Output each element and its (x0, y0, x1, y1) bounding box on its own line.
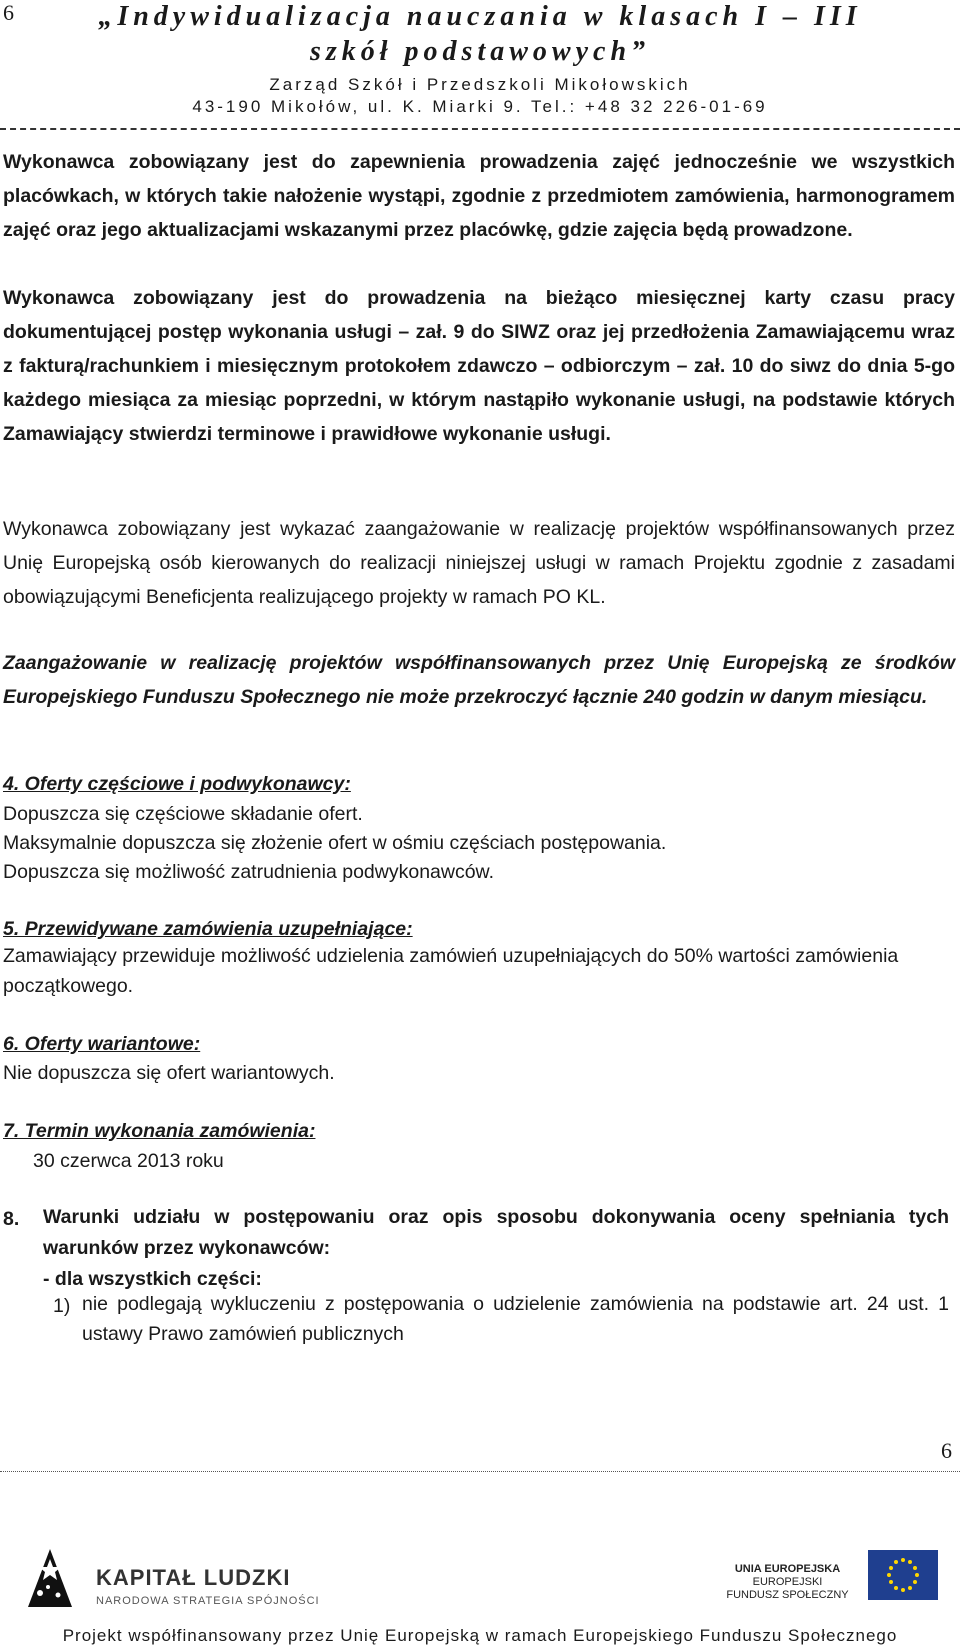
header-title-line2: szkół podstawowych” (309, 36, 651, 67)
section-5-text: Zamawiający przewiduje możliwość udzielenia zamówień uzupełniających do 50% wartości zamówienia początkowego. (3, 945, 899, 997)
section-8-item1-text: nie podlegają wykluczeniu z postępowania o udzielenie zamówienia na podstawie art. 24 ust. 1 ustawy Prawo zamówień publicznych (82, 1293, 949, 1345)
paragraph-engagement-limit: Zaangażowanie w realizację projektów współfinansowanych przez Unię Europejską ze środków Europejskiego Funduszu Społecznego nie może przekroczyć łącznie 240 godzin w danym miesiącu. (3, 652, 955, 708)
paragraph-eu-engagement: Wykonawca zobowiązany jest wykazać zaangażowanie w realizację projektów współfinansowanych przez Unię Europejską osób kierowanych do realizacji niniejszej usługi w ramach Projektu zgodnie z zasadami obowiązującymi Beneficjenta realizującego projekty w ramach PO KL. (3, 518, 955, 608)
eu-line1: UNIA EUROPEJSKA (734, 1563, 841, 1575)
eu-line3: FUNDUSZ SPOŁECZNY (726, 1589, 849, 1601)
paragraph-time-card-obligation: Wykonawca zobowiązany jest do prowadzenia na bieżąco miesięcznej karty czasu pracy dokumentującej postęp wykonania usługi – zał. 9 do SIWZ oraz jej przedłożenia Zamawiającemu wraz z fakturą/rachunkiem i miesięcznym protokołem zdawczo – odbiorczym – zał. 10 do siwz do dnia 5-go każdego miesiąca za miesiąc poprzedni, w którym nastąpiło wykonanie usługi, na podstawie których Zamawiający stwierdzi terminowe i prawidłowe wykonanie usługi. (3, 287, 955, 445)
kapital-ludzki-title: KAPITAŁ LUDZKI (96, 1565, 291, 1590)
section-5-heading: 5. Przewidywane zamówienia uzupełniające: (3, 918, 413, 940)
header-org-name: Zarząd Szkół i Przedszkoli Mikołowskich (269, 75, 691, 94)
page-number-bottom: 6 (941, 1438, 952, 1463)
eu-line2: EUROPEJSKI (752, 1576, 823, 1588)
header-org-address: 43-190 Mikołów, ul. K. Miarki 9. Tel.: +48 32 226-01-69 (192, 97, 768, 116)
section-8-heading: Warunki udziału w postępowaniu oraz opis sposobu dokonywania oceny spełniania tych warunków przez wykonawców: (43, 1206, 949, 1259)
section-6-text: Nie dopuszcza się ofert wariantowych. (3, 1062, 335, 1084)
kapital-ludzki-subtitle: NARODOWA STRATEGIA SPÓJNOŚCI (96, 1595, 320, 1607)
section-7-heading: 7. Termin wykonania zamówienia: (3, 1120, 316, 1142)
paragraph-schedule-obligation: Wykonawca zobowiązany jest do zapewnienia prowadzenia zajęć jednocześnie we wszystkich placówkach, w których takie nałożenie wystąpi, zgodnie z przedmiotem zamówienia, harmonogramem zajęć oraz jego aktualizacjami wskazanymi przez placówkę, gdzie zajęcia będą prowadzone. (3, 151, 955, 241)
section-8-number: 8. (3, 1208, 20, 1230)
kapital-ludzki-logo-icon (20, 1545, 80, 1611)
section-4-line3: Dopuszcza się możliwość zatrudnienia podwykonawców. (3, 861, 494, 883)
section-6-heading: 6. Oferty wariantowe: (3, 1033, 201, 1055)
section-4-line1: Dopuszcza się częściowe składanie ofert. (3, 803, 363, 825)
section-7-text: 30 czerwca 2013 roku (33, 1150, 224, 1172)
header-divider (0, 128, 960, 130)
eu-logo-text (710, 1563, 865, 1602)
section-4-heading: 4. Oferty częściowe i podwykonawcy: (3, 773, 351, 795)
section-8-subheading: - dla wszystkich części: (43, 1268, 262, 1290)
section-8-item1-number: 1) (53, 1295, 71, 1317)
header-title-line1: „Indywidualizacja nauczania w klasach I – III (98, 1, 862, 32)
eu-flag-icon (868, 1550, 938, 1600)
footer-divider (0, 1471, 960, 1472)
footer-cofinancing-bar: Projekt współfinansowany przez Unię Europejską w ramach Europejskiego Funduszu Społecznego (0, 1626, 960, 1649)
page-number-top: 6 (3, 0, 14, 25)
section-4-line2: Maksymalnie dopuszcza się złożenie ofert w ośmiu częściach postępowania. (3, 832, 667, 854)
